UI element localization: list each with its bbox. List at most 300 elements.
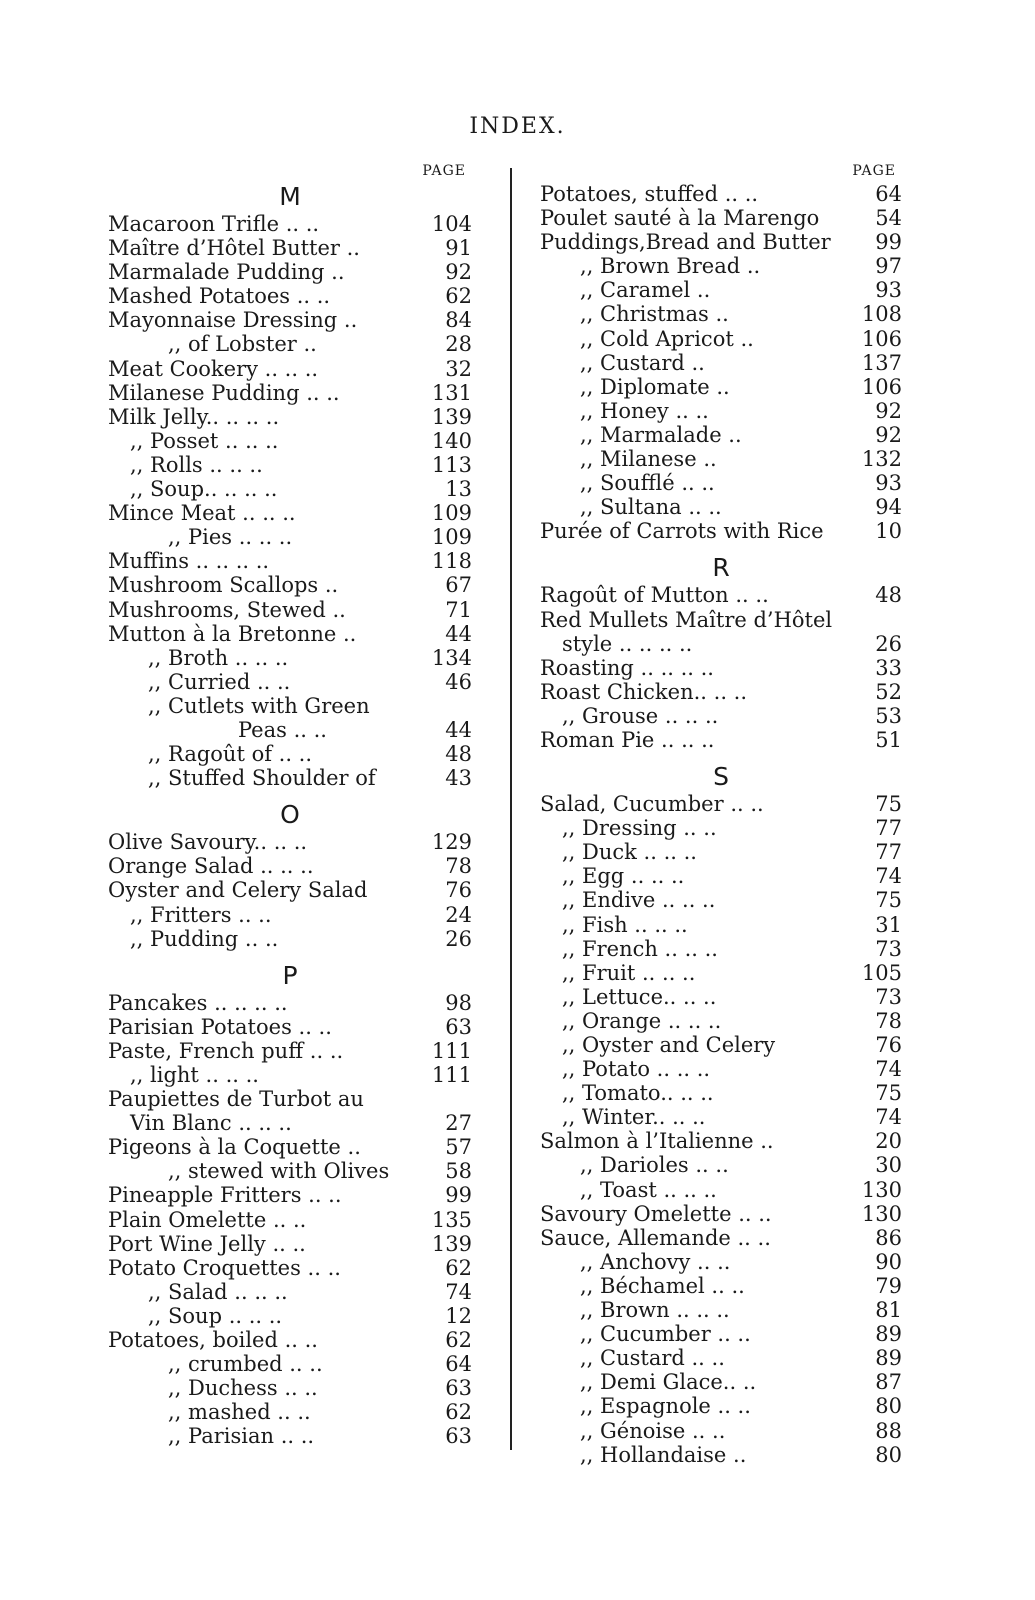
entry-page-number: 111 xyxy=(431,1063,472,1087)
entry-label: Pigeons à la Coquette .. xyxy=(108,1135,361,1160)
index-entry xyxy=(540,656,902,680)
index-entry xyxy=(540,375,902,399)
index-entry xyxy=(108,453,472,477)
section-gap xyxy=(108,790,472,800)
entry-page-number: 104 xyxy=(431,212,472,236)
entry-page-number: 20 xyxy=(875,1129,902,1154)
index-entry xyxy=(540,840,902,864)
index-entry xyxy=(108,1352,472,1376)
entry-label: Pineapple Fritters .. .. xyxy=(108,1183,342,1208)
entry-page-number: 10 xyxy=(875,519,902,544)
entry-label: ,, Caramel .. xyxy=(580,278,711,303)
entry-label: ,, Custard .. xyxy=(580,350,705,375)
entry-page-number: 27 xyxy=(445,1111,472,1136)
entry-page-number: 130 xyxy=(861,1201,902,1226)
index-entry xyxy=(108,332,472,356)
index-entry xyxy=(108,1087,472,1111)
entry-page-number: 99 xyxy=(445,1183,472,1208)
entry-label: ,, Cold Apricot .. xyxy=(580,326,754,351)
entry-label: Parisian Potatoes .. .. xyxy=(108,1014,332,1039)
entry-label: Potatoes, stuffed .. .. xyxy=(540,182,759,206)
index-entry xyxy=(540,302,902,326)
entry-label: ,, Stuffed Shoulder of xyxy=(148,766,376,791)
entry-label: Mushrooms, Stewed .. xyxy=(108,597,346,622)
index-entry xyxy=(540,913,902,937)
entry-label: ,, Béchamel .. .. xyxy=(580,1273,745,1298)
entry-label: Roasting .. .. .. .. xyxy=(540,655,714,680)
entry-label: ,, Winter.. .. .. xyxy=(562,1105,706,1130)
index-entry xyxy=(108,1015,472,1039)
index-entry xyxy=(540,728,902,752)
entry-label: Sauce, Allemande .. .. xyxy=(540,1225,771,1250)
entry-label: ,, Dressing .. .. xyxy=(562,816,717,841)
index-entry xyxy=(540,1202,902,1226)
entry-page-number: 74 xyxy=(875,864,902,889)
entry-label: ,, Duck .. .. .. xyxy=(562,840,697,865)
entry-page-number: 132 xyxy=(861,447,902,472)
entry-label: ,, Soup .. .. .. xyxy=(148,1303,283,1328)
entry-page-number: 98 xyxy=(445,990,472,1015)
index-entry xyxy=(540,608,902,632)
entry-page-number: 63 xyxy=(445,1014,472,1039)
entry-label: Peas .. .. xyxy=(238,717,327,742)
entry-label: Olive Savoury.. .. .. xyxy=(108,830,308,855)
entry-label: ,, Duchess .. .. xyxy=(168,1376,318,1401)
entry-label: ,, Custard .. .. xyxy=(580,1346,725,1371)
entry-page-number: 63 xyxy=(445,1376,472,1401)
index-entry xyxy=(540,230,902,254)
index-entry xyxy=(108,670,472,694)
index-entry xyxy=(108,525,472,549)
index-column-right xyxy=(540,160,902,1467)
index-entry xyxy=(540,1009,902,1033)
entry-label: ,, Parisian .. .. xyxy=(168,1424,315,1449)
index-entry xyxy=(540,254,902,278)
entry-page-number: 137 xyxy=(861,350,902,375)
entry-page-number: 134 xyxy=(431,645,472,670)
entry-page-number: 93 xyxy=(875,278,902,303)
entry-page-number: 80 xyxy=(875,1442,902,1467)
entry-page-number: 73 xyxy=(875,984,902,1009)
entry-label: Pancakes .. .. .. .. xyxy=(108,990,288,1015)
entry-page-number: 140 xyxy=(431,428,472,453)
index-entry xyxy=(540,278,902,302)
entry-page-number: 75 xyxy=(875,792,902,817)
index-entry xyxy=(108,549,472,573)
entry-page-number: 52 xyxy=(875,679,902,704)
page-title: INDEX. xyxy=(469,114,566,139)
entry-page-number: 26 xyxy=(875,631,902,656)
entry-label: Purée of Carrots with Rice xyxy=(540,519,824,544)
index-entry xyxy=(540,1298,902,1322)
entry-label: Maître d’Hôtel Butter .. xyxy=(108,236,360,261)
section-letter: S xyxy=(713,762,729,792)
index-entry xyxy=(540,704,902,728)
index-sections xyxy=(540,182,902,1467)
entry-page-number: 31 xyxy=(875,912,902,937)
index-entry xyxy=(108,1135,472,1159)
index-sections xyxy=(108,182,472,1449)
index-entry xyxy=(108,622,472,646)
entry-page-number: 74 xyxy=(875,1105,902,1130)
index-entry xyxy=(540,1178,902,1202)
entry-page-number: 111 xyxy=(431,1038,472,1063)
entry-label: Macaroon Trifle .. .. xyxy=(108,212,320,236)
index-entry xyxy=(108,1304,472,1328)
index-entry xyxy=(540,1033,902,1057)
index-entry xyxy=(540,1105,902,1129)
index-entry xyxy=(540,1346,902,1370)
entry-page-number: 78 xyxy=(875,1008,902,1033)
index-entry xyxy=(108,1063,472,1087)
entry-label: ,, Broth .. .. .. xyxy=(148,645,289,670)
index-entry xyxy=(540,423,902,447)
entry-page-number: 92 xyxy=(875,398,902,423)
entry-label: Meat Cookery .. .. .. xyxy=(108,356,319,381)
index-entry xyxy=(108,854,472,878)
index-entry xyxy=(108,1183,472,1207)
index-entry xyxy=(540,937,902,961)
entry-label: ,, Christmas .. xyxy=(580,302,729,327)
entry-label: ,, Fish .. .. .. xyxy=(562,912,688,937)
entry-page-number: 33 xyxy=(875,655,902,680)
index-entry xyxy=(540,519,902,543)
entry-page-number: 77 xyxy=(875,840,902,865)
entry-label: ,, Ragoût of .. .. xyxy=(148,742,313,767)
entry-label: Ragoût of Mutton .. .. xyxy=(540,583,769,608)
index-entry xyxy=(540,1322,902,1346)
index-entry xyxy=(540,447,902,471)
entry-label: ,, Hollandaise .. xyxy=(580,1442,747,1467)
entry-page-number: 62 xyxy=(445,1255,472,1280)
index-entry xyxy=(540,1274,902,1298)
entry-label: ,, stewed with Olives xyxy=(168,1159,390,1184)
section-gap xyxy=(540,543,902,553)
entry-label: ,, Curried .. .. xyxy=(148,669,291,694)
entry-page-number: 89 xyxy=(875,1322,902,1347)
index-entry xyxy=(540,632,902,656)
index-entry xyxy=(108,1111,472,1135)
entry-label: ,, Marmalade .. xyxy=(580,422,742,447)
page-column-header: PAGE xyxy=(422,163,466,179)
entry-label: Mushroom Scallops .. xyxy=(108,573,339,598)
index-entry xyxy=(540,399,902,423)
entry-label: ,, Potato .. .. .. xyxy=(562,1057,711,1082)
index-entry xyxy=(108,501,472,525)
index-entry xyxy=(108,212,472,236)
entry-label: ,, Tomato.. .. .. xyxy=(562,1081,714,1106)
entry-page-number: 48 xyxy=(875,583,902,608)
column-divider xyxy=(510,168,512,1450)
entry-label: ,, Sultana .. .. xyxy=(580,495,722,520)
entry-label: ,, Orange .. .. .. xyxy=(562,1008,722,1033)
index-entry xyxy=(540,792,902,816)
entry-label: Orange Salad .. .. .. xyxy=(108,854,314,879)
entry-label: ,, Pies .. .. .. xyxy=(168,525,293,550)
entry-label: Paste, French puff .. .. xyxy=(108,1038,344,1063)
entry-page-number: 54 xyxy=(875,206,902,231)
index-entry xyxy=(540,1250,902,1274)
entry-page-number: 64 xyxy=(445,1352,472,1377)
entry-page-number: 106 xyxy=(861,374,902,399)
index-entry xyxy=(540,1394,902,1418)
entry-label: ,, Posset .. .. .. xyxy=(130,428,279,453)
index-entry xyxy=(108,927,472,951)
entry-page-number: 13 xyxy=(445,477,472,502)
entry-page-number: 12 xyxy=(445,1303,472,1328)
index-entry xyxy=(108,598,472,622)
entry-label: ,, Brown Bread .. xyxy=(580,254,761,279)
entry-label: Milk Jelly.. .. .. .. xyxy=(108,404,280,429)
entry-label: Port Wine Jelly .. .. xyxy=(108,1231,306,1256)
entry-page-number: 30 xyxy=(875,1153,902,1178)
entry-page-number: 67 xyxy=(445,573,472,598)
index-entry xyxy=(540,1226,902,1250)
index-entry xyxy=(108,694,472,718)
index-entry xyxy=(108,284,472,308)
entry-label: Mashed Potatoes .. .. xyxy=(108,284,331,309)
entry-page-number: 62 xyxy=(445,1328,472,1353)
entry-page-number: 76 xyxy=(445,878,472,903)
entry-page-number: 75 xyxy=(875,1081,902,1106)
entry-label: ,, of Lobster .. xyxy=(168,332,317,357)
entry-label: ,, Pudding .. .. xyxy=(130,926,279,951)
entry-label: Roast Chicken.. .. .. xyxy=(540,679,748,704)
entry-page-number: 32 xyxy=(445,356,472,381)
index-entry xyxy=(108,260,472,284)
entry-page-number: 48 xyxy=(445,742,472,767)
section-letter: R xyxy=(712,553,730,583)
section-letter: M xyxy=(279,182,301,211)
entry-page-number: 129 xyxy=(431,830,472,855)
entry-page-number: 84 xyxy=(445,308,472,333)
entry-page-number: 46 xyxy=(445,669,472,694)
entry-page-number: 92 xyxy=(875,422,902,447)
index-entry xyxy=(540,1419,902,1443)
index-entry xyxy=(540,206,902,230)
index-entry xyxy=(540,1443,902,1467)
section-letter: P xyxy=(282,960,298,990)
index-entry xyxy=(108,1280,472,1304)
entry-page-number: 53 xyxy=(875,703,902,728)
entry-label: ,, Diplomate .. xyxy=(580,374,730,399)
entry-label: Puddings,Bread and Butter xyxy=(540,230,831,255)
entry-label: Mutton à la Bretonne .. xyxy=(108,621,357,646)
entry-page-number: 26 xyxy=(445,926,472,951)
entry-label: Mayonnaise Dressing .. xyxy=(108,308,358,333)
entry-page-number: 63 xyxy=(445,1424,472,1449)
index-entry xyxy=(108,718,472,742)
entry-label: ,, Espagnole .. .. xyxy=(580,1394,751,1419)
entry-label: ,, Cucumber .. .. xyxy=(580,1322,751,1347)
entry-page-number: 43 xyxy=(445,766,472,791)
index-entry xyxy=(540,351,902,375)
index-entry xyxy=(540,327,902,351)
entry-page-number: 24 xyxy=(445,902,472,927)
entry-page-number: 94 xyxy=(875,495,902,520)
entry-label: ,, Cutlets with Green xyxy=(148,693,370,718)
entry-label: ,, Fritters .. .. xyxy=(130,902,272,927)
index-entry xyxy=(540,888,902,912)
entry-page-number: 106 xyxy=(861,326,902,351)
entry-label: style .. .. .. .. xyxy=(562,631,693,656)
entry-page-number: 105 xyxy=(861,960,902,985)
entry-page-number: 97 xyxy=(875,254,902,279)
index-entry xyxy=(108,236,472,260)
index-entry xyxy=(108,357,472,381)
entry-page-number: 76 xyxy=(875,1033,902,1057)
entry-label: ,, Brown .. .. .. xyxy=(580,1298,730,1323)
entry-page-number: 78 xyxy=(445,854,472,879)
entry-label: ,, Darioles .. .. xyxy=(580,1153,729,1178)
index-entry xyxy=(540,471,902,495)
entry-label: Salmon à l’Italienne .. xyxy=(540,1129,774,1154)
entry-page-number: 108 xyxy=(861,302,902,327)
index-entry xyxy=(108,878,472,902)
index-entry xyxy=(108,991,472,1015)
entry-page-number: 135 xyxy=(431,1207,472,1232)
entry-page-number: 139 xyxy=(431,404,472,429)
entry-label: ,, Toast .. .. .. xyxy=(580,1177,717,1202)
index-entry xyxy=(540,985,902,1009)
entry-page-number: 75 xyxy=(875,888,902,913)
entry-page-number: 81 xyxy=(875,1298,902,1323)
entry-label: Savoury Omelette .. .. xyxy=(540,1201,772,1226)
index-entry xyxy=(540,182,902,206)
entry-label: Poulet sauté à la Marengo xyxy=(540,206,820,231)
entry-page-number: 93 xyxy=(875,471,902,496)
entry-label: Red Mullets Maître d’Hôtel xyxy=(540,607,833,632)
index-entry xyxy=(540,816,902,840)
entry-page-number: 44 xyxy=(445,717,472,742)
entry-label: Potato Croquettes .. .. xyxy=(108,1255,341,1280)
entry-label: ,, Soup.. .. .. .. xyxy=(130,477,278,502)
index-column-left xyxy=(108,160,472,1449)
index-entry xyxy=(540,1129,902,1153)
entry-page-number: 131 xyxy=(431,380,472,405)
entry-page-number: 73 xyxy=(875,936,902,961)
entry-label: Potatoes, boiled .. .. xyxy=(108,1328,318,1353)
section-gap xyxy=(108,951,472,961)
entry-label: ,, Anchovy .. .. xyxy=(580,1249,731,1274)
entry-label: Marmalade Pudding .. xyxy=(108,260,345,285)
entry-label: ,, Lettuce.. .. .. xyxy=(562,984,717,1009)
index-entry xyxy=(108,1039,472,1063)
section-letter: O xyxy=(280,800,300,830)
entry-page-number: 113 xyxy=(431,452,472,477)
entry-label: Mince Meat .. .. .. xyxy=(108,501,296,526)
index-entry xyxy=(108,1376,472,1400)
page-column-header: PAGE xyxy=(852,163,896,179)
index-entry xyxy=(108,742,472,766)
entry-page-number: 58 xyxy=(445,1159,472,1184)
entry-label: ,, Génoise .. .. xyxy=(580,1418,726,1443)
entry-page-number: 79 xyxy=(875,1273,902,1298)
entry-label: ,, Demi Glace.. .. xyxy=(580,1370,757,1395)
index-entry xyxy=(540,680,902,704)
entry-label: ,, Salad .. .. .. xyxy=(148,1279,288,1304)
section-gap xyxy=(540,752,902,762)
entry-label: Muffins .. .. .. .. xyxy=(108,549,270,574)
entry-page-number: 71 xyxy=(445,597,472,622)
index-entry xyxy=(540,961,902,985)
index-entry xyxy=(108,381,472,405)
index-entry xyxy=(108,308,472,332)
entry-page-number: 109 xyxy=(431,501,472,526)
entry-page-number: 64 xyxy=(875,182,902,206)
entry-page-number: 74 xyxy=(445,1279,472,1304)
index-entry xyxy=(108,573,472,597)
entry-label: Milanese Pudding .. .. xyxy=(108,380,340,405)
index-entry xyxy=(108,477,472,501)
entry-label: ,, Endive .. .. .. xyxy=(562,888,716,913)
index-entry xyxy=(108,1232,472,1256)
index-entry xyxy=(108,1328,472,1352)
entry-page-number: 118 xyxy=(431,549,472,574)
entry-label: ,, Grouse .. .. .. xyxy=(562,703,719,728)
index-entry xyxy=(108,429,472,453)
entry-page-number: 90 xyxy=(875,1249,902,1274)
index-entry xyxy=(108,766,472,790)
index-entry xyxy=(108,646,472,670)
entry-page-number: 130 xyxy=(861,1177,902,1202)
entry-label: ,, Fruit .. .. .. xyxy=(562,960,696,985)
index-entry xyxy=(540,1153,902,1177)
index-entry xyxy=(540,495,902,519)
entry-label: ,, Rolls .. .. .. xyxy=(130,452,263,477)
index-entry xyxy=(540,1081,902,1105)
entry-label: ,, light .. .. .. xyxy=(130,1063,259,1087)
entry-page-number: 62 xyxy=(445,1400,472,1425)
index-entry xyxy=(108,1424,472,1448)
index-entry xyxy=(108,1208,472,1232)
entry-label: Salad, Cucumber .. .. xyxy=(540,792,764,817)
entry-label: ,, Honey .. .. xyxy=(580,398,709,423)
entry-page-number: 99 xyxy=(875,230,902,255)
entry-page-number: 86 xyxy=(875,1225,902,1250)
index-entry xyxy=(108,830,472,854)
index-entry xyxy=(540,1057,902,1081)
entry-label: Vin Blanc .. .. .. xyxy=(130,1111,292,1136)
entry-label: Roman Pie .. .. .. xyxy=(540,727,715,752)
entry-page-number: 88 xyxy=(875,1418,902,1443)
entry-label: Plain Omelette .. .. xyxy=(108,1207,307,1232)
entry-page-number: 87 xyxy=(875,1370,902,1395)
entry-label: ,, mashed .. .. xyxy=(168,1400,311,1425)
entry-label: ,, Milanese .. xyxy=(580,447,717,472)
index-entry xyxy=(540,1370,902,1394)
index-entry xyxy=(108,405,472,429)
entry-label: ,, Soufflé .. .. xyxy=(580,471,715,496)
entry-page-number: 89 xyxy=(875,1346,902,1371)
entry-label: ,, Oyster and Celery xyxy=(562,1033,776,1057)
entry-page-number: 92 xyxy=(445,260,472,285)
entry-page-number: 62 xyxy=(445,284,472,309)
entry-label: ,, Egg .. .. .. xyxy=(562,864,685,889)
entry-page-number: 80 xyxy=(875,1394,902,1419)
entry-page-number: 57 xyxy=(445,1135,472,1160)
entry-label: Paupiettes de Turbot au xyxy=(108,1087,364,1112)
entry-label: Oyster and Celery Salad xyxy=(108,878,368,903)
index-entry xyxy=(108,903,472,927)
entry-page-number: 51 xyxy=(875,727,902,752)
entry-page-number: 74 xyxy=(875,1057,902,1082)
entry-label: ,, French .. .. .. xyxy=(562,936,718,961)
index-entry xyxy=(108,1256,472,1280)
entry-page-number: 28 xyxy=(445,332,472,357)
entry-page-number: 77 xyxy=(875,816,902,841)
entry-page-number: 91 xyxy=(445,236,472,261)
